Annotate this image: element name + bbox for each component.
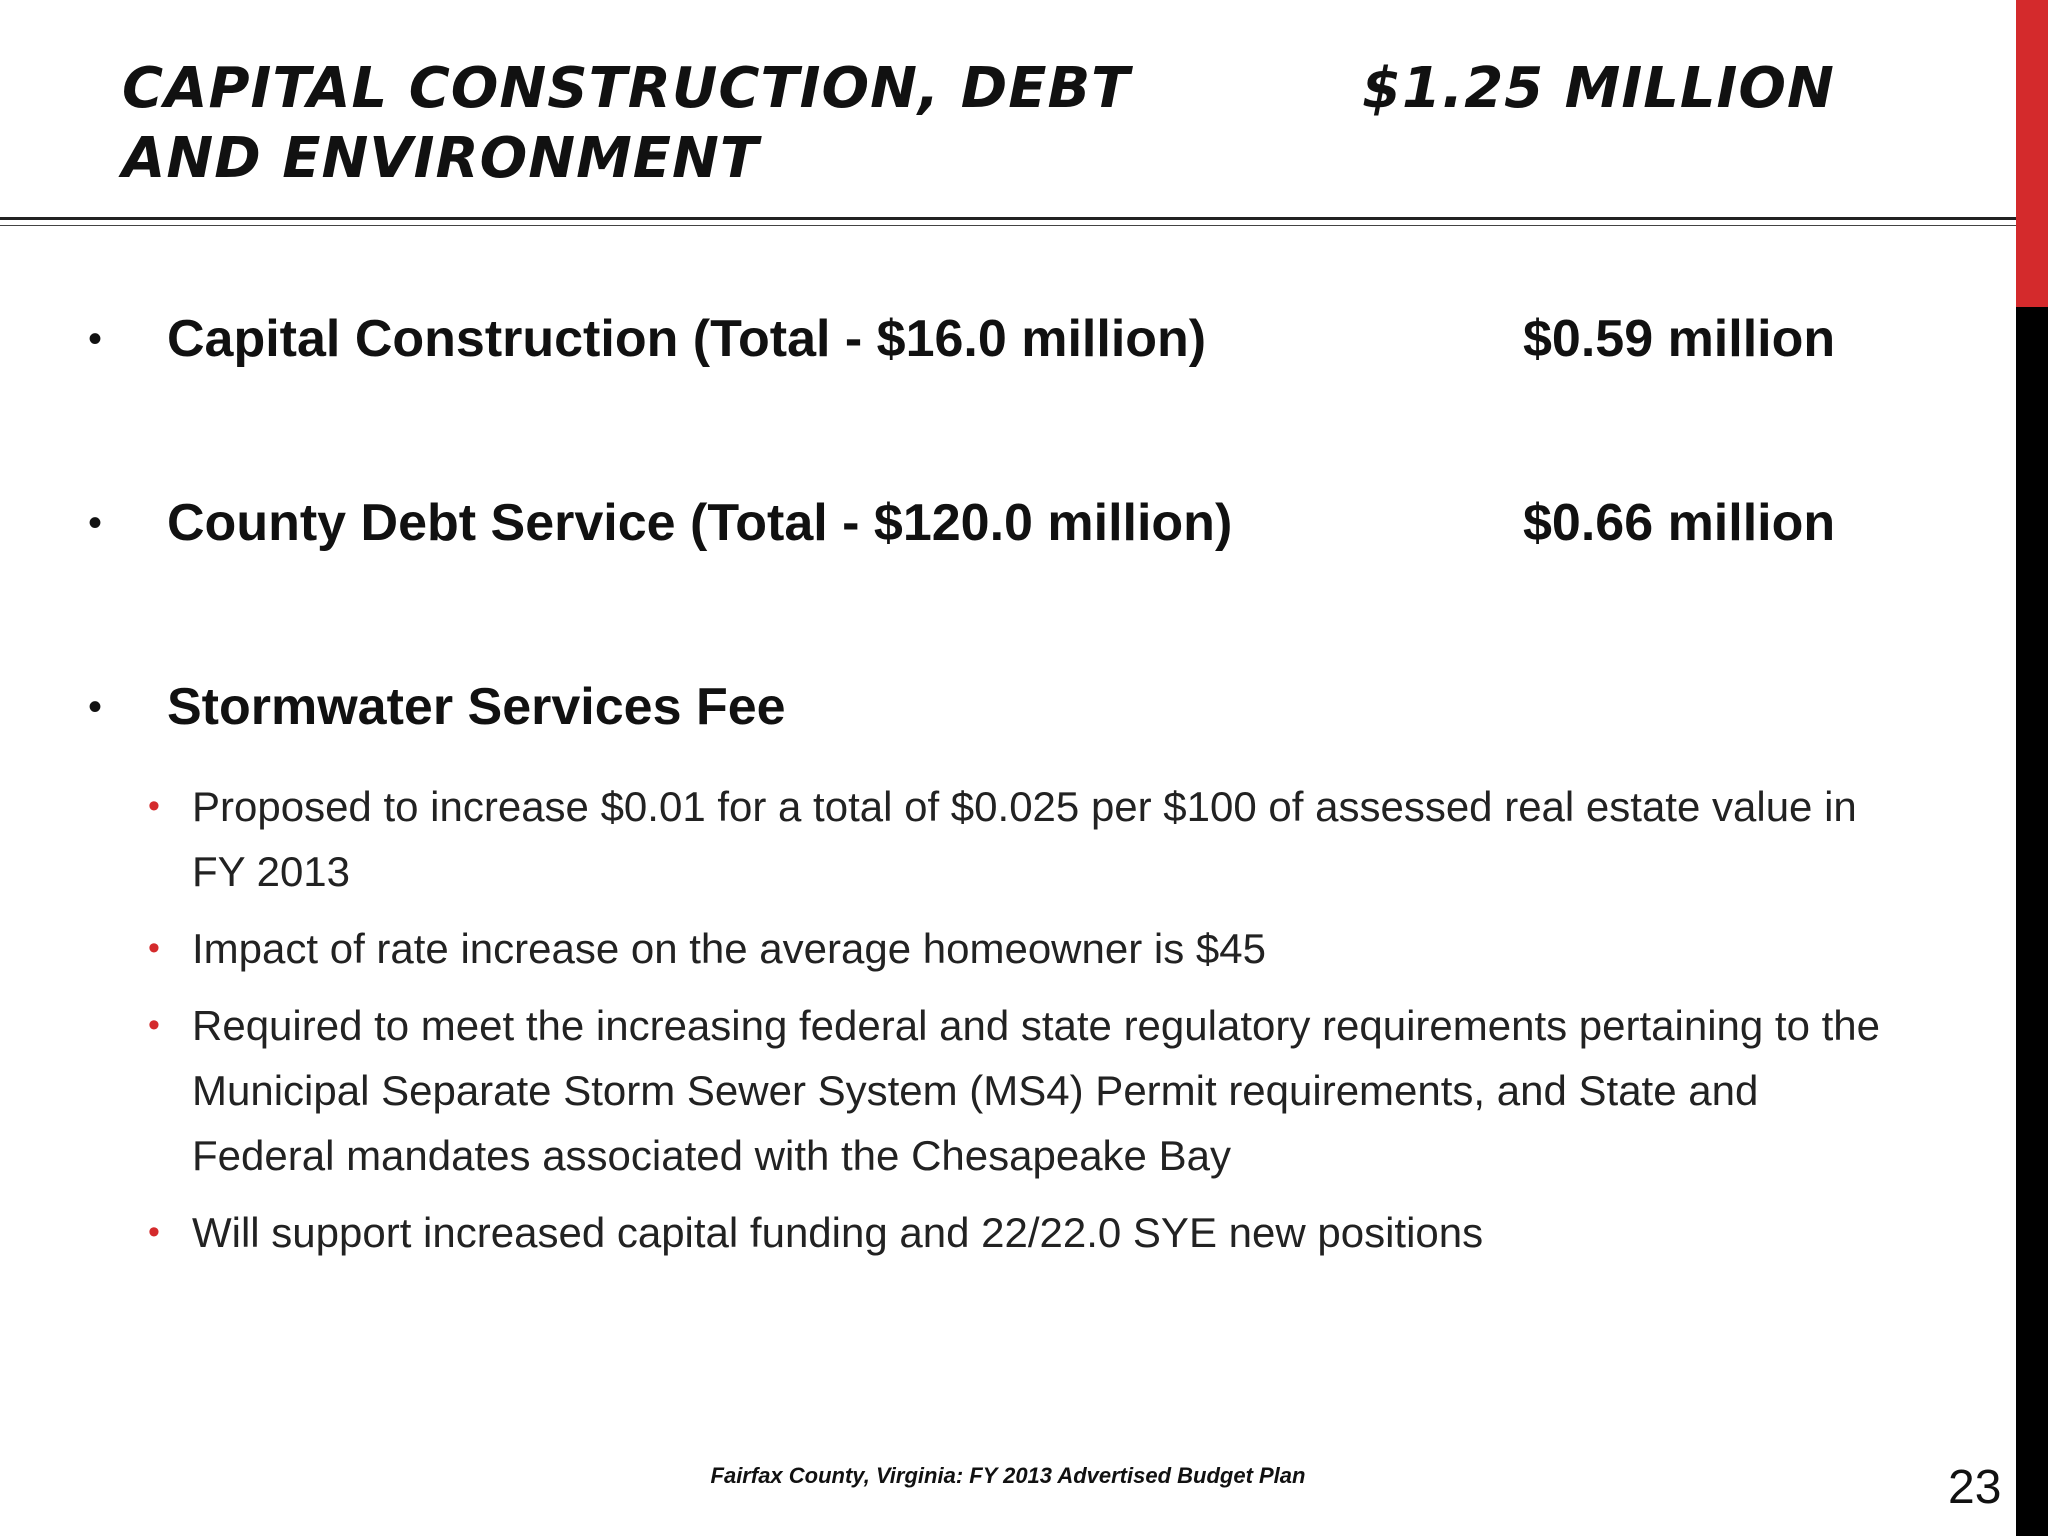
bullet-amount: $0.59 million [1523,310,1836,368]
slide-title-line-1: CAPITAL CONSTRUCTION, DEBT [122,56,1131,121]
sub-bullet-marker: • [148,1213,160,1251]
page-number: 23 [1948,1461,2002,1514]
bullet-marker: • [88,685,103,729]
sub-bullet-text: Impact of rate increase on the average homeowner is $45 [192,925,1266,972]
slide-footer: Fairfax County, Virginia: FY 2013 Advertised Budget Plan [710,1463,1306,1488]
sub-bullet-item [148,916,1908,981]
bullet-marker: • [88,317,103,361]
bullet-label: Stormwater Services Fee [167,678,786,736]
sub-bullet-marker: • [148,787,160,825]
title-amount: $1.25 MILLION [1362,56,1835,121]
sub-bullet-marker: • [148,1006,160,1044]
stormwater-sub-bullets [148,774,1908,1277]
sub-bullet-text: Required to meet the increasing federal and state regulatory requirements pertaining to the Municipal Separate Storm Sewer System (MS4) Permit requirements, and State and Federal mandates associated with the Chesapeake Bay [192,1002,1880,1179]
sub-bullet-item [148,1200,1908,1265]
accent-bar-black [2016,307,2048,1536]
accent-bar-red [2016,0,2048,307]
sub-bullet-text: Proposed to increase $0.01 for a total of $0.025 per $100 of assessed real estate value in FY 2013 [192,783,1857,895]
sub-bullet-marker: • [148,929,160,967]
sub-bullet-item [148,774,1908,904]
slide-title-line-2: AND ENVIRONMENT [122,126,760,191]
title-divider-thick [0,217,2016,220]
bullet-amount: $0.66 million [1523,494,1836,552]
bullet-label: County Debt Service (Total - $120.0 million) [167,494,1233,552]
slide-title [122,54,1302,194]
sub-bullet-text: Will support increased capital funding and 22/22.0 SYE new positions [192,1209,1484,1256]
bullet-marker: • [88,501,103,545]
title-divider-thin [0,225,2016,226]
sub-bullet-item [148,993,1908,1188]
bullet-label: Capital Construction (Total - $16.0 million) [167,310,1207,368]
